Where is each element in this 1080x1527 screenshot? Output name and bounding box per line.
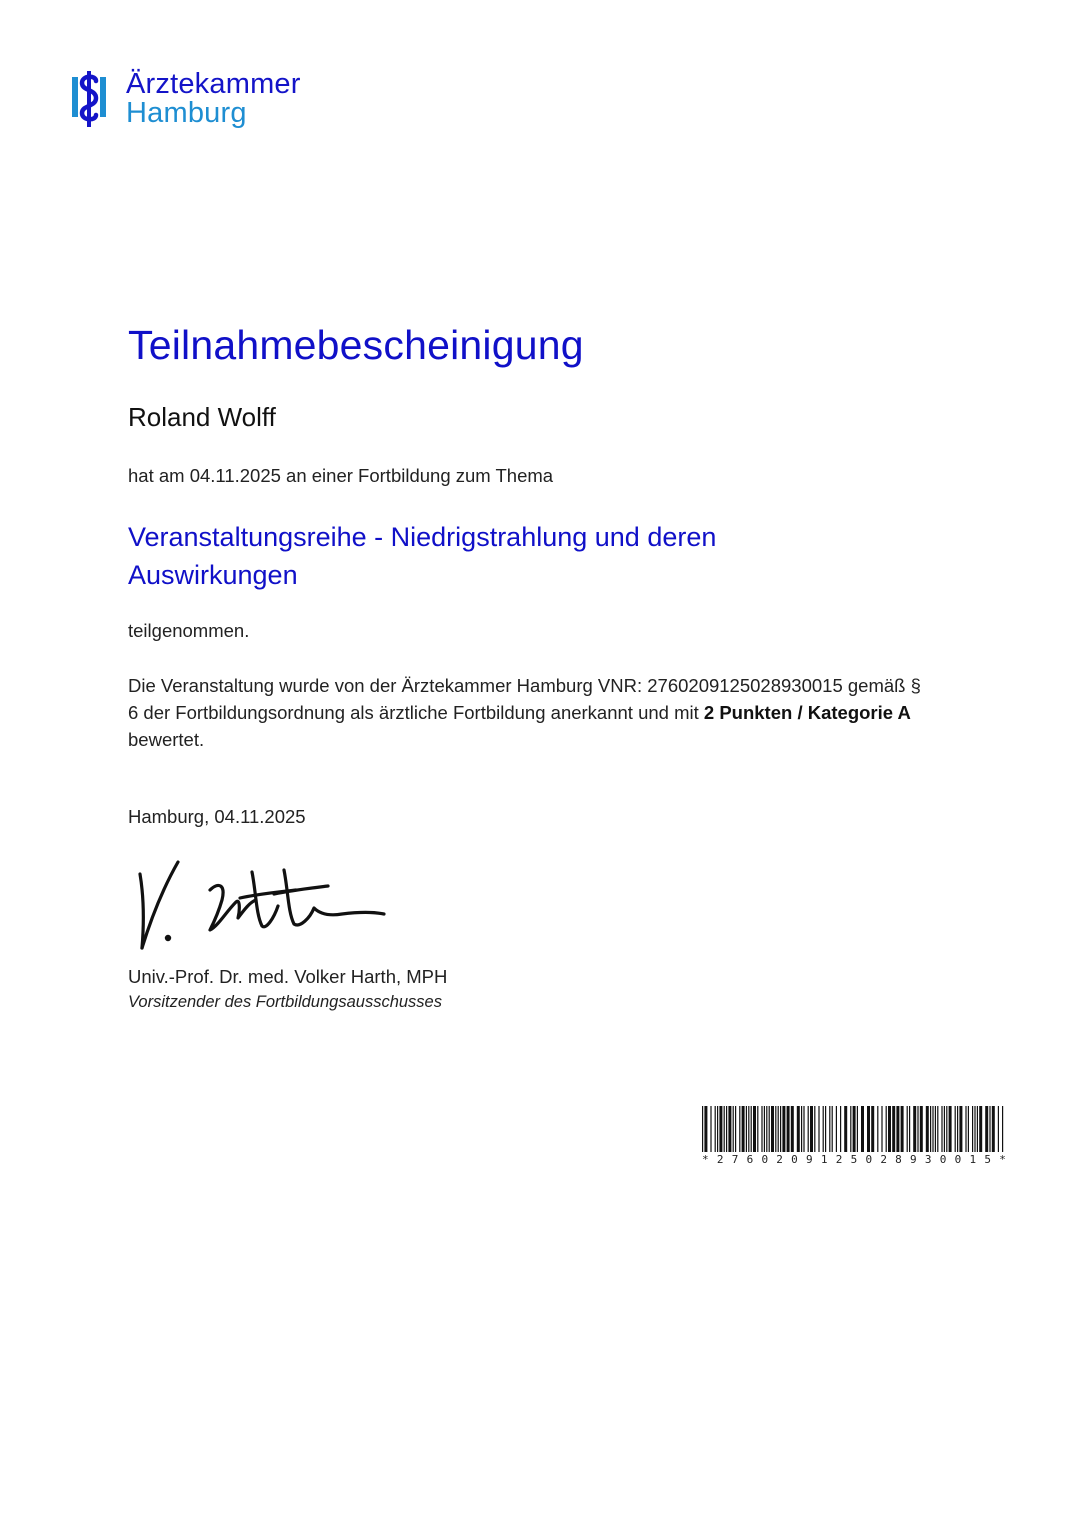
recognition-paragraph (128, 672, 928, 753)
recognition-text-end: bewertet. (128, 729, 205, 750)
barcode-char: 3 (924, 1153, 932, 1166)
recognition-text: Die Veranstaltung wurde von der Ärztekammer Hamburg VNR: 2760209125028930015 gemäß § 6 der Fortbildungsordnung als ärztliche Fortbildung anerkannt und mit (128, 675, 921, 723)
intro-text: hat am 04.11.2025 an einer Fortbildung zum Thema (128, 465, 554, 486)
barcode-text (702, 1153, 1006, 1166)
barcode (702, 1106, 1006, 1166)
participant-name: Roland Wolff (128, 402, 276, 432)
signature-image (128, 852, 398, 956)
barcode-char: 8 (895, 1153, 902, 1166)
barcode-char: 1 (969, 1153, 977, 1166)
barcode-char: 2 (776, 1153, 783, 1166)
barcode-char: 5 (984, 1153, 991, 1166)
barcode-char: 2 (880, 1153, 887, 1166)
barcode-char: 1 (820, 1153, 828, 1166)
barcode-char: 0 (761, 1153, 769, 1166)
barcode-char: 5 (850, 1153, 858, 1166)
aerztekammer-logo-icon (72, 71, 106, 127)
barcode-char: 2 (835, 1153, 843, 1166)
barcode-char: * (999, 1153, 1006, 1166)
recognition-points: 2 Punkten / Kategorie A (703, 702, 911, 723)
barcode-char: 9 (910, 1153, 917, 1166)
event-topic: Veranstaltungsreihe - Niedrigstrahlung und deren Auswirkungen (128, 522, 717, 590)
participated-text: teilgenommen. (128, 620, 250, 641)
barcode-char: 0 (865, 1153, 873, 1166)
signer-role: Vorsitzender des Fortbildungsausschusses (128, 993, 442, 1011)
barcode-char: 7 (731, 1153, 739, 1166)
logo-text-line1: Ärztekammer (126, 68, 301, 100)
barcode-char: 0 (791, 1153, 798, 1166)
barcode-char: 6 (746, 1153, 754, 1166)
certificate-title: Teilnahmebescheinigung (128, 322, 584, 368)
barcode-char: 0 (939, 1153, 947, 1166)
logo-text-line2: Hamburg (126, 97, 247, 129)
place-date: Hamburg, 04.11.2025 (128, 806, 306, 827)
aerztekammer-logo (72, 70, 301, 128)
barcode-char: * (702, 1153, 709, 1166)
barcode-bars (702, 1106, 1006, 1152)
barcode-char: 2 (716, 1153, 724, 1166)
signer-name: Univ.-Prof. Dr. med. Volker Harth, MPH (128, 966, 448, 987)
barcode-char: 9 (806, 1153, 813, 1166)
barcode-char: 0 (954, 1153, 962, 1166)
